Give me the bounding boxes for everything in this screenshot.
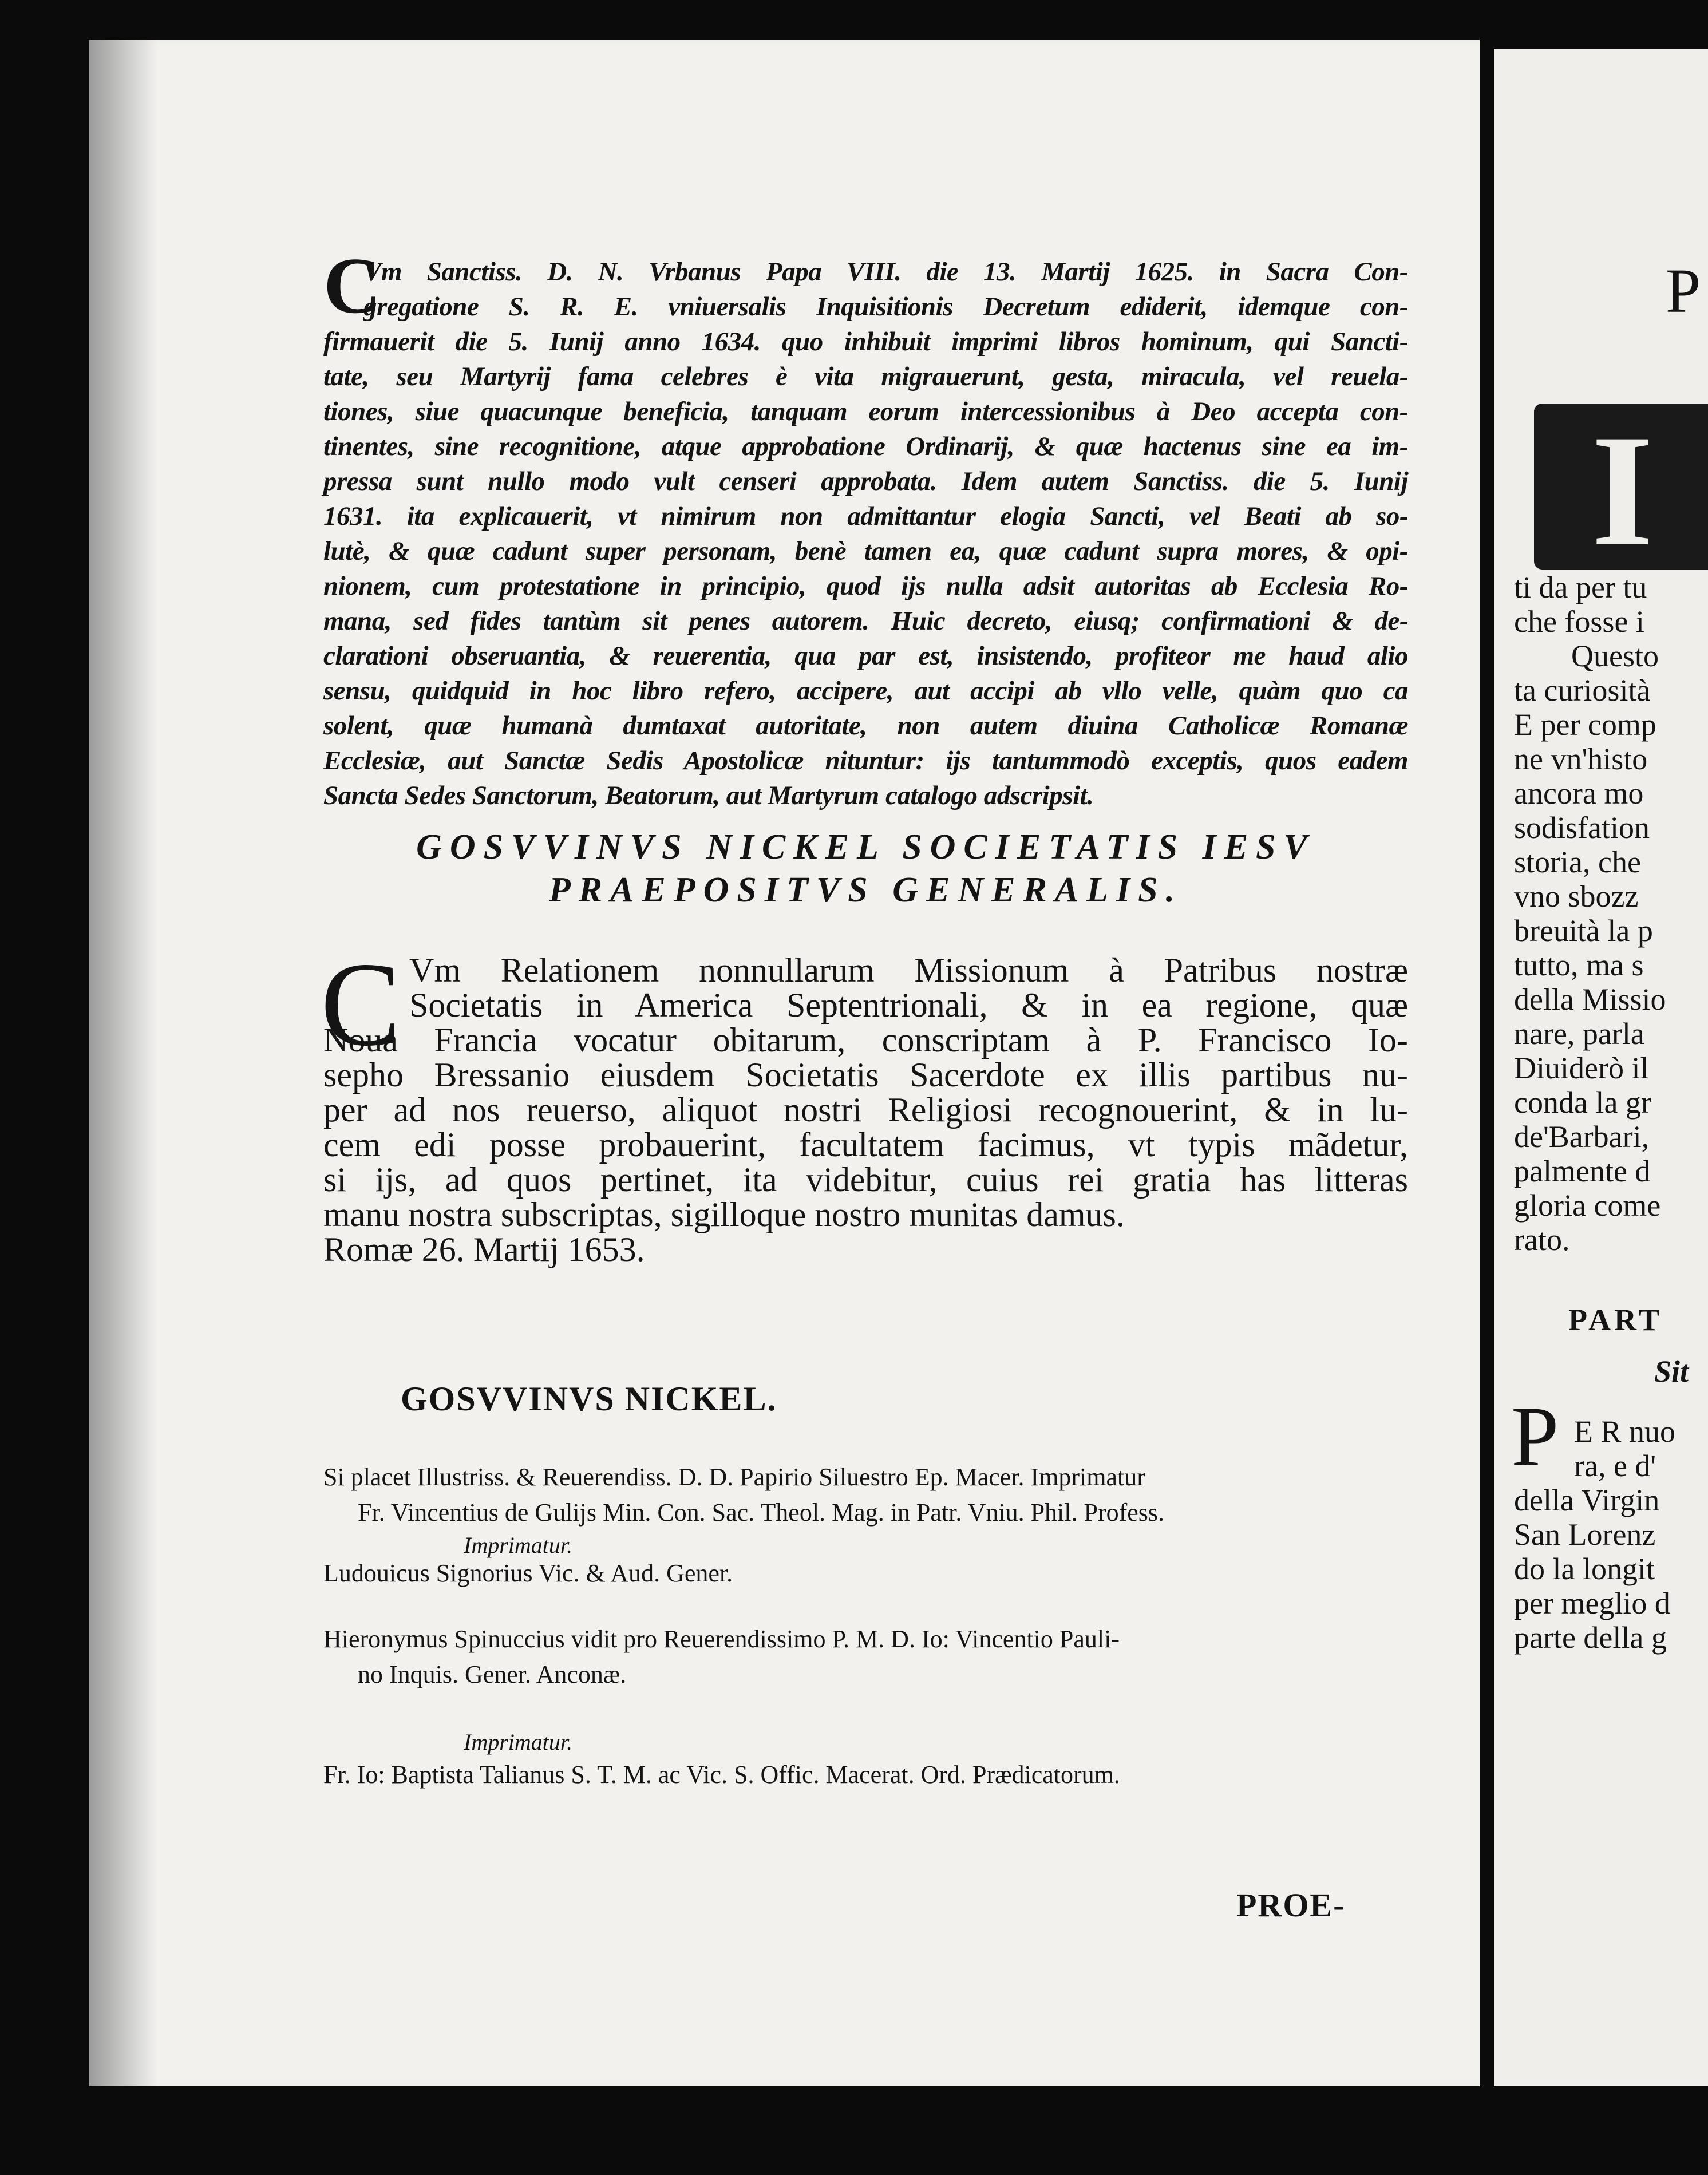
text-line: della Missio — [1514, 982, 1666, 1017]
text-line: ancora mo — [1514, 776, 1644, 810]
letter-line: Societatis in America Septentrionali, & in ea regione, quæ — [409, 986, 1408, 1024]
text-line: ne vn'histo — [1514, 742, 1648, 776]
letter-line: Vm Relationem nonnullarum Missionum à Patribus nostræ — [409, 951, 1408, 989]
decree-line: sensu, quidquid in hoc libro refero, accipere, aut accipi ab vllo velle, quàm quo ca — [323, 676, 1408, 706]
text-line: vno sbozz — [1514, 879, 1639, 913]
letter-line: per ad nos reuerso, aliquot nostri Religiosi recognouerint, & in lu- — [323, 1091, 1408, 1129]
approbation-line: no Inquis. Gener. Anconæ. — [358, 1660, 627, 1688]
approbation-line: Fr. Io: Baptista Talianus S. T. M. ac Vic. S. Offic. Macerat. Ord. Prædicatorum. — [323, 1761, 1120, 1789]
text-line: ti da per tu — [1514, 570, 1647, 604]
text-line: E R nuo — [1574, 1414, 1676, 1449]
imprimatur-label: Imprimatur. — [464, 1729, 573, 1755]
text-line: gloria come — [1514, 1188, 1661, 1223]
title-fragment: P — [1666, 256, 1701, 326]
text-line: do la longit — [1514, 1552, 1655, 1586]
text-line: conda la gr — [1514, 1085, 1651, 1120]
decree-line: nionem, cum protestatione in principio, quod ijs nulla adsit autoritas ab Ecclesia Ro- — [323, 571, 1408, 601]
text-line: tutto, ma s — [1514, 948, 1644, 982]
decree-line: gregatione S. R. E. vniuersalis Inquisitionis Decretum ediderit, idemque con- — [363, 292, 1408, 322]
approbation-line: Si placet Illustriss. & Reuerendiss. D. D. Papirio Siluestro Ep. Macer. Imprimatur — [323, 1463, 1145, 1491]
text-line: della Virgin — [1514, 1483, 1660, 1517]
initial-letter: I — [1591, 401, 1654, 579]
approbation-line: Hieronymus Spinuccius vidit pro Reuerendissimo P. M. D. Io: Vincentio Pauli- — [323, 1625, 1120, 1653]
imprimatur-label: Imprimatur. — [464, 1532, 573, 1558]
dropcap-p: P — [1511, 1389, 1559, 1484]
letter-line: cem edi posse probauerint, facultatem facimus, vt typis mãdetur, — [323, 1126, 1408, 1164]
text-line: San Lorenz — [1514, 1517, 1656, 1552]
catchword: PROE- — [1236, 1887, 1346, 1924]
letter-line: Romæ 26. Martij 1653. — [323, 1231, 645, 1268]
decree-text — [323, 255, 1408, 813]
part-subheading: Sit — [1654, 1354, 1689, 1389]
decree-line: tiones, siue quacunque beneficia, tanquam eorum intercessionibus à Deo accepta con- — [323, 397, 1408, 426]
letter-line: si ijs, ad quos pertinet, ita videbitur, cuius rei gratia has litteras — [323, 1161, 1408, 1199]
decree-line: Vm Sanctiss. D. N. Vrbanus Papa VIII. die 13. Martij 1625. in Sacra Con- — [363, 257, 1408, 287]
signature: GOSVVINVS NICKEL. — [401, 1380, 777, 1418]
text-line: sodisfation — [1514, 810, 1650, 845]
decree-line: solent, quæ humanà dumtaxat autoritate, non autem diuina Catholicæ Romanæ — [323, 711, 1408, 741]
decree-line: tate, seu Martyrij fama celebres è vita migrauerunt, gesta, miracula, vel reuela- — [323, 362, 1408, 391]
text-line: Questo — [1571, 639, 1659, 673]
letter-line: sepho Bressanio eiusdem Societatis Sacerdote ex illis partibus nu- — [323, 1056, 1408, 1094]
letter-line: Noua Francia vocatur obitarum, conscriptam à P. Francisco Io- — [323, 1021, 1408, 1059]
right-page — [1494, 49, 1708, 2086]
heading-line-2: PRAEPOSITVS GENERALIS. — [548, 871, 1183, 909]
heading-line-1: GOSVVINVS NICKEL SOCIETATIS IESV — [416, 828, 1315, 867]
approbation-line: Ludouicus Signorius Vic. & Aud. Gener. — [323, 1559, 733, 1587]
text-line: breuità la p — [1514, 913, 1653, 948]
ornamental-initial — [1534, 401, 1708, 579]
text-line: rato. — [1514, 1223, 1570, 1257]
part-heading: PART — [1568, 1303, 1663, 1337]
letter-text — [323, 953, 1408, 1267]
decree-line: pressa sunt nullo modo vult censeri approbata. Idem autem Sanctiss. die 5. Iunij — [323, 466, 1408, 496]
decree-line: mana, sed fides tantùm sit penes autorem. Huic decreto, eiusq; confirmationi & de- — [323, 606, 1408, 636]
decree-dropcap: C — [323, 242, 382, 330]
text-line: ra, e d' — [1574, 1449, 1656, 1483]
text-line: storia, che — [1514, 845, 1641, 879]
text-line: de'Barbari, — [1514, 1120, 1650, 1154]
text-line: Diuiderò il — [1514, 1051, 1649, 1085]
decree-line: 1631. ita explicauerit, vt nimirum non admittantur elogia Sancti, vel Beati ab so- — [323, 501, 1408, 531]
text-line: palmente d — [1514, 1154, 1651, 1188]
decree-line: tinentes, sine recognitione, atque approbatione Ordinarij, & quæ hactenus sine ea im- — [323, 432, 1408, 461]
binding-shadow — [89, 40, 157, 2086]
text-line: ta curiosità — [1514, 673, 1651, 707]
text-line: E per comp — [1514, 707, 1656, 742]
letter-dropcap: C — [321, 938, 401, 1071]
text-line: nare, parla — [1514, 1017, 1644, 1051]
decree-line: Sancta Sedes Sanctorum, Beatorum, aut Martyrum catalogo adscripsit. — [323, 781, 1094, 810]
decree-line: lutè, & quæ cadunt super personam, benè tamen ea, quæ cadunt supra mores, & opi- — [323, 536, 1408, 566]
letter-line: manu nostra subscriptas, sigilloque nostro munitas damus. — [323, 1196, 1125, 1233]
decree-line: firmauerit die 5. Iunij anno 1634. quo inhibuit imprimi libros hominum, qui Sancti- — [323, 327, 1408, 357]
decree-line: Ecclesiæ, aut Sanctæ Sedis Apostolicæ nituntur: ijs tantummodò exceptis, quos eadem — [323, 746, 1408, 776]
text-line: per meglio d — [1514, 1586, 1670, 1620]
text-line: che fosse i — [1514, 604, 1644, 639]
approbation-line: Fr. Vincentius de Gulijs Min. Con. Sac. Theol. Mag. in Patr. Vniu. Phil. Profess. — [358, 1498, 1165, 1527]
decree-line: clarationi obseruantia, & reuerentia, qua par est, insistendo, profiteor me haud alio — [323, 641, 1408, 671]
text-line: parte della g — [1514, 1620, 1667, 1655]
